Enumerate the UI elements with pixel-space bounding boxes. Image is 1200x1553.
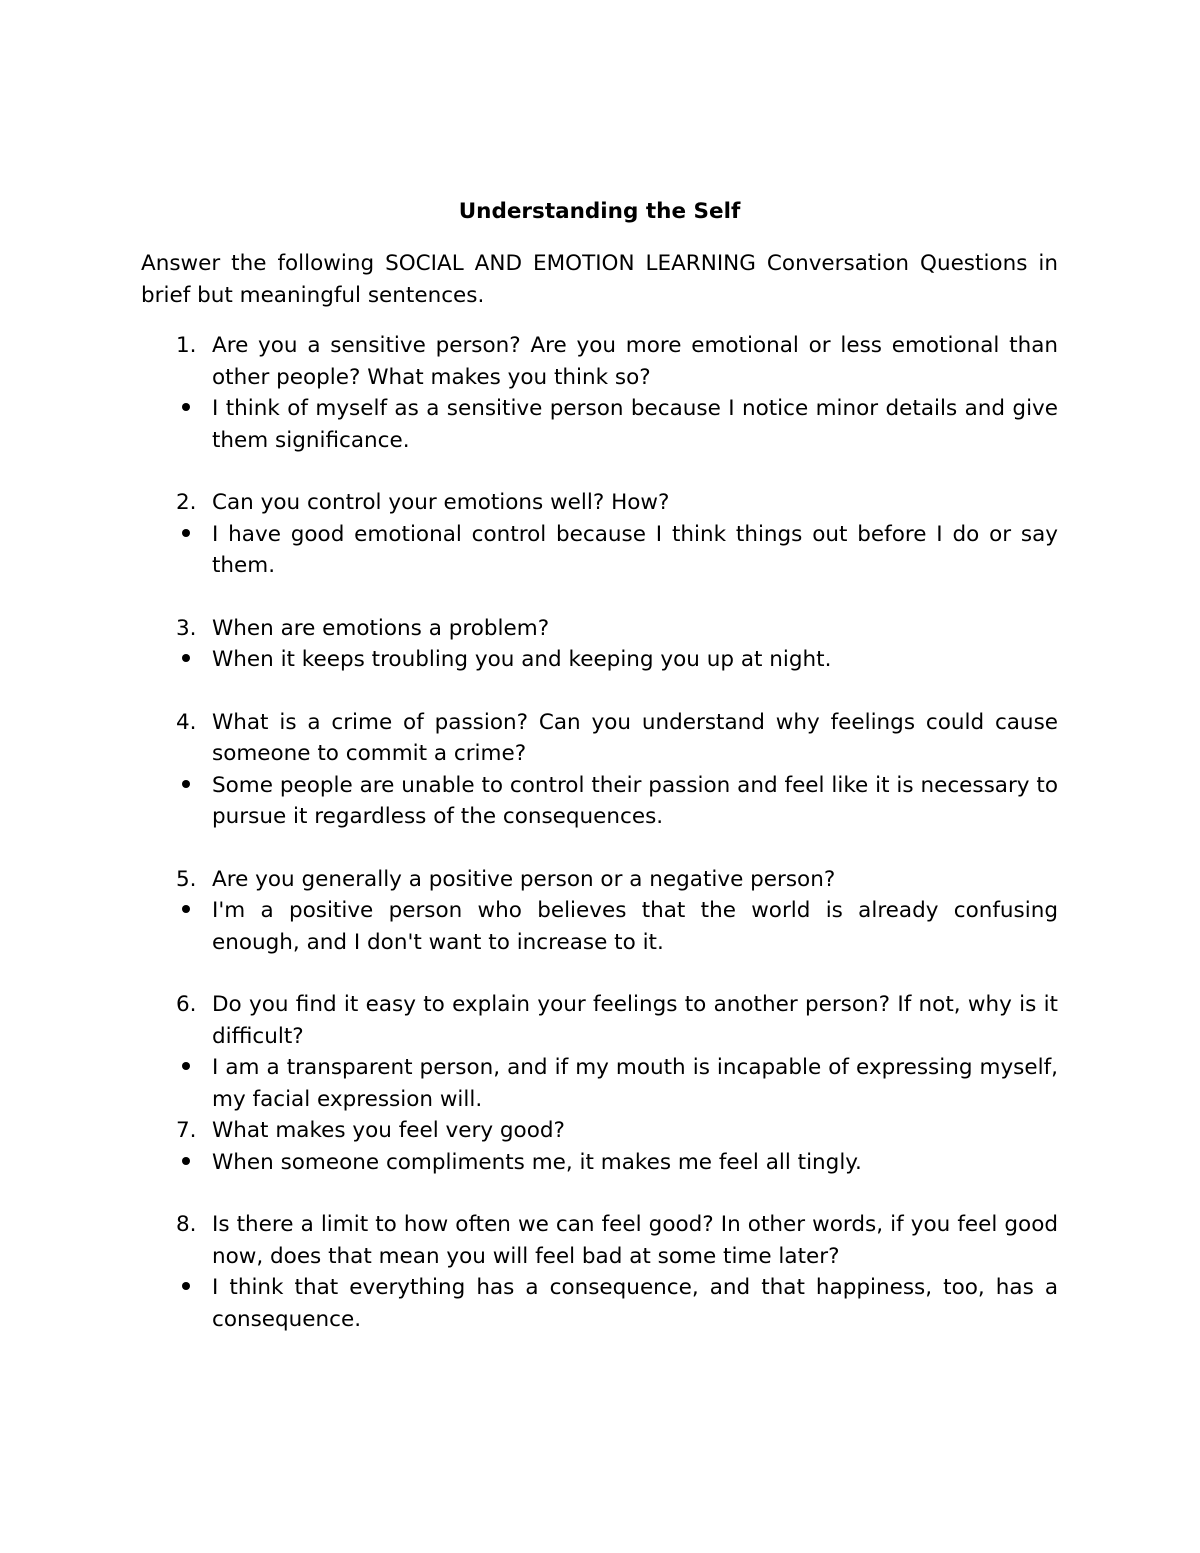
question-2 [176, 487, 1058, 519]
answer-text: Some people are unable to control their passion and feel like it is necessary to pursue it regardless of the consequences. [212, 772, 1058, 829]
answer-6 [212, 1052, 1058, 1115]
question-number: 1. [176, 333, 197, 358]
question-text: Can you control your emotions well? How? [212, 490, 670, 515]
qa-item-2 [141, 487, 1058, 582]
question-5 [176, 864, 1058, 896]
question-number: 8. [176, 1212, 197, 1237]
bullet-icon [176, 393, 196, 425]
answer-text: When it keeps troubling you and keeping you up at night. [212, 647, 832, 672]
qa-item-7 [141, 1115, 1058, 1178]
question-text: Is there a limit to how often we can feel good? In other words, if you feel good now, does that mean you will feel bad at some time later? [212, 1212, 1058, 1269]
bullet-icon [176, 895, 196, 927]
question-number: 5. [176, 866, 197, 892]
question-number: 4. [176, 709, 197, 735]
bullet-icon [176, 1147, 196, 1179]
bullet-icon [176, 519, 196, 551]
answer-text: When someone compliments me, it makes me feel all tingly. [212, 1149, 862, 1175]
question-text: When are emotions a problem? [212, 615, 550, 641]
question-text: What makes you feel very good? [212, 1118, 565, 1143]
bullet-icon [176, 644, 196, 676]
answer-1 [212, 393, 1058, 456]
qa-item-4 [141, 707, 1058, 833]
answer-text: I think that everything has a consequence, and that happiness, too, has a consequence. [212, 1275, 1058, 1332]
question-4 [176, 707, 1058, 770]
answer-text: I'm a positive person who believes that the world is already confusing enough, and I don't want to increase to it. [212, 898, 1058, 955]
question-6 [176, 989, 1058, 1052]
answer-4 [212, 770, 1058, 833]
qa-item-6 [141, 989, 1058, 1115]
answer-5 [212, 895, 1058, 958]
bullet-icon [176, 1052, 196, 1084]
answer-7 [212, 1147, 1058, 1179]
bullet-icon [176, 1272, 196, 1304]
question-text: What is a crime of passion? Can you understand why feelings could cause someone to commit a crime? [212, 709, 1058, 766]
qa-item-3 [141, 613, 1058, 676]
question-7 [176, 1115, 1058, 1147]
question-number: 7. [176, 1118, 197, 1143]
qa-item-1 [141, 330, 1058, 456]
answer-3 [212, 644, 1058, 676]
question-number: 3. [176, 615, 197, 641]
answer-text: I am a transparent person, and if my mouth is incapable of expressing myself, my facial expression will. [212, 1055, 1058, 1112]
document-page [141, 196, 1058, 1335]
question-text: Are you a sensitive person? Are you more emotional or less emotional than other people? What makes you think so? [212, 333, 1058, 390]
question-text: Are you generally a positive person or a negative person? [212, 866, 836, 892]
question-text: Do you find it easy to explain your feelings to another person? If not, why is it difficult? [212, 992, 1058, 1049]
document-title: Understanding the Self [458, 199, 741, 224]
question-3 [176, 613, 1058, 645]
answer-text: I have good emotional control because I think things out before I do or say them. [212, 521, 1058, 578]
answer-text: I think of myself as a sensitive person because I notice minor details and give them significance. [212, 396, 1058, 453]
question-1 [176, 330, 1058, 393]
question-number: 6. [176, 992, 197, 1017]
question-8 [176, 1209, 1058, 1272]
qa-item-8 [141, 1209, 1058, 1335]
answer-8 [212, 1272, 1058, 1335]
question-number: 2. [176, 490, 197, 515]
qa-item-5 [141, 864, 1058, 959]
instructions-paragraph: Answer the following SOCIAL AND EMOTION LEARNING Conversation Questions in brief but meaningful sentences. [141, 251, 1058, 308]
answer-2 [212, 519, 1058, 582]
bullet-icon [176, 770, 196, 802]
